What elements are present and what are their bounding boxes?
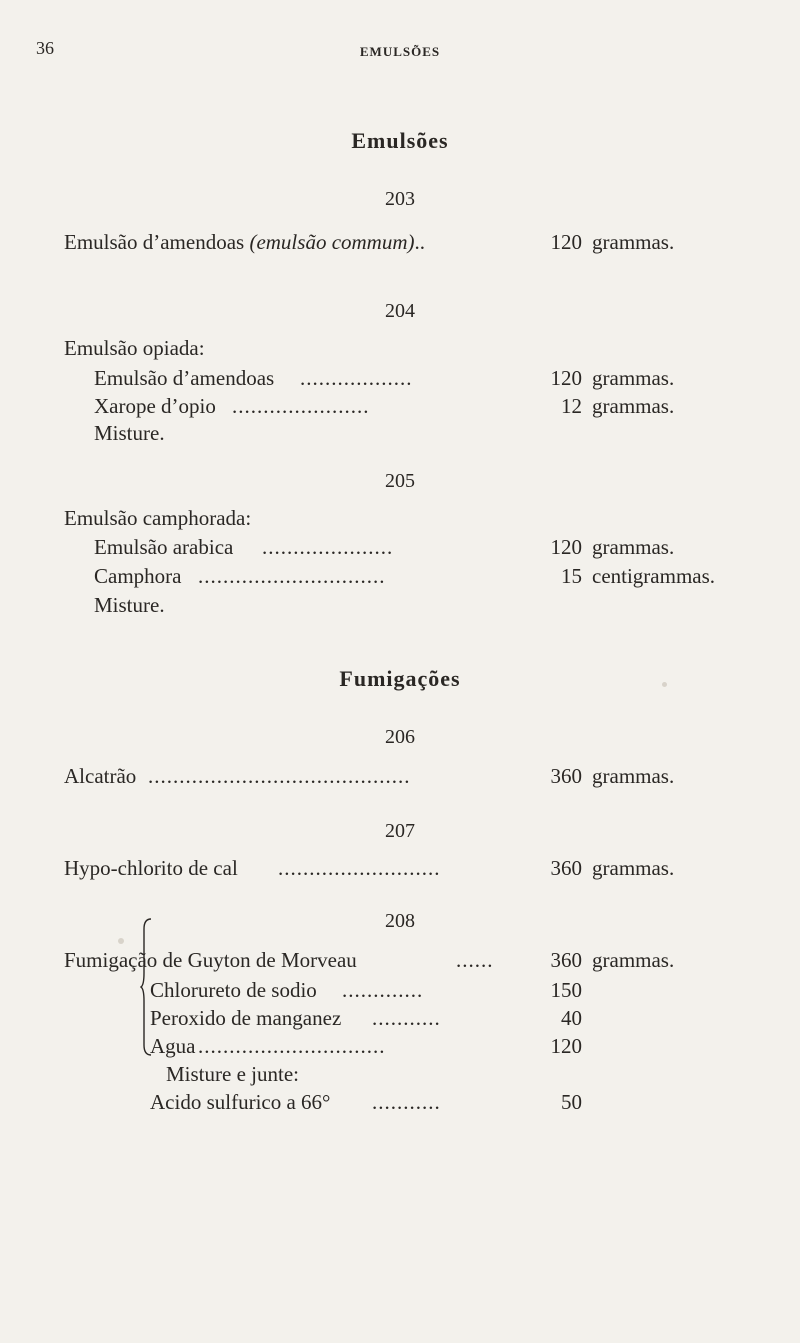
section-title-fumigacoes: Fumigações — [339, 666, 461, 691]
recipe-name: Fumigação de Guyton de Morveau — [64, 948, 357, 972]
recipe-number: 204 — [385, 300, 415, 322]
quantity-unit: grammas. — [592, 366, 675, 390]
recipe-number: 205 — [385, 470, 415, 492]
quantity-unit: grammas. — [592, 948, 675, 972]
ingredient-quantity — [538, 366, 674, 391]
ingredient-quantity — [538, 1090, 592, 1115]
ingredient-name: Chlorureto de sodio — [150, 978, 317, 1002]
recipe-quantity — [538, 230, 674, 255]
quantity-value: 360 — [550, 948, 582, 972]
quantity-unit: grammas. — [592, 856, 675, 880]
recipe-quantity — [538, 764, 674, 789]
recipe-name — [64, 230, 425, 255]
leader-dots: .................. — [300, 366, 413, 390]
quantity-unit: grammas. — [592, 764, 675, 788]
ingredient-quantity — [538, 978, 592, 1003]
quantity-value: 40 — [561, 1006, 582, 1030]
leader-dots: .......................... — [278, 856, 441, 880]
quantity-value: 50 — [561, 1090, 582, 1114]
recipe-quantity — [538, 856, 674, 881]
ingredient-name: Peroxido de manganez — [150, 1006, 342, 1030]
quantity-value: 120 — [550, 1034, 582, 1058]
instruction-text: Misture. — [94, 421, 165, 445]
recipe-number: 203 — [385, 188, 415, 210]
quantity-value: 12 — [561, 394, 582, 418]
recipe-name-text: Emulsão d’amendoas — [64, 230, 250, 254]
quantity-unit: centigrammas. — [592, 564, 716, 588]
quantity-value: 15 — [561, 564, 582, 588]
section-title-emulsoes: Emulsões — [351, 128, 449, 153]
leader-dots: ...... — [456, 948, 494, 972]
ingredient-quantity — [538, 1034, 592, 1059]
leader-dots: .............................. — [198, 564, 386, 588]
leader-dots: .. — [414, 230, 425, 254]
ingredient-name: Camphora — [94, 564, 182, 588]
recipe-quantity — [538, 948, 674, 973]
recipe-title: Emulsão opiada: — [64, 336, 205, 360]
running-title: EMULSÕES — [359, 44, 441, 59]
instruction-text: Misture. — [94, 593, 165, 617]
recipe-number: 208 — [385, 910, 415, 932]
ingredient-quantity — [538, 535, 674, 560]
leader-dots: ........... — [372, 1090, 441, 1114]
recipe-title: Emulsão camphorada: — [64, 506, 252, 530]
recipe-number: 207 — [385, 820, 415, 842]
quantity-value: 360 — [550, 856, 582, 880]
leader-dots: .......................................... — [148, 764, 411, 788]
quantity-unit: grammas. — [592, 535, 675, 559]
ingredient-name: Xarope d’opio — [94, 394, 216, 418]
ingredient-name: Acido sulfurico a 66° — [150, 1090, 331, 1114]
quantity-value: 150 — [550, 978, 582, 1002]
recipe-name-italic: (emulsão commum) — [249, 230, 415, 254]
ingredient-name: Emulsão d’amendoas — [94, 366, 275, 390]
recipe-name: Alcatrão — [64, 764, 137, 788]
ingredient-name: Emulsão arabica — [94, 535, 234, 559]
leader-dots: ..................... — [262, 535, 394, 559]
ingredient-quantity — [538, 394, 674, 419]
instruction-text: Misture e junte: — [166, 1062, 299, 1086]
ingredient-name: Agua — [150, 1034, 196, 1058]
page-number: 36 — [36, 38, 54, 58]
quantity-unit: grammas. — [592, 394, 675, 418]
leader-dots: ............. — [342, 978, 424, 1002]
leader-dots: .............................. — [198, 1034, 386, 1058]
quantity-value: 120 — [550, 230, 582, 254]
quantity-value: 120 — [550, 366, 582, 390]
quantity-value: 120 — [550, 535, 582, 559]
leader-dots: ...................... — [232, 394, 370, 418]
ingredient-quantity — [538, 1006, 592, 1031]
quantity-value: 360 — [550, 764, 582, 788]
recipe-name: Hypo-chlorito de cal — [64, 856, 238, 880]
ingredient-quantity — [538, 564, 715, 589]
paper-stain — [118, 938, 124, 944]
quantity-unit: grammas. — [592, 230, 675, 254]
recipe-number: 206 — [385, 726, 415, 748]
leader-dots: ........... — [372, 1006, 441, 1030]
